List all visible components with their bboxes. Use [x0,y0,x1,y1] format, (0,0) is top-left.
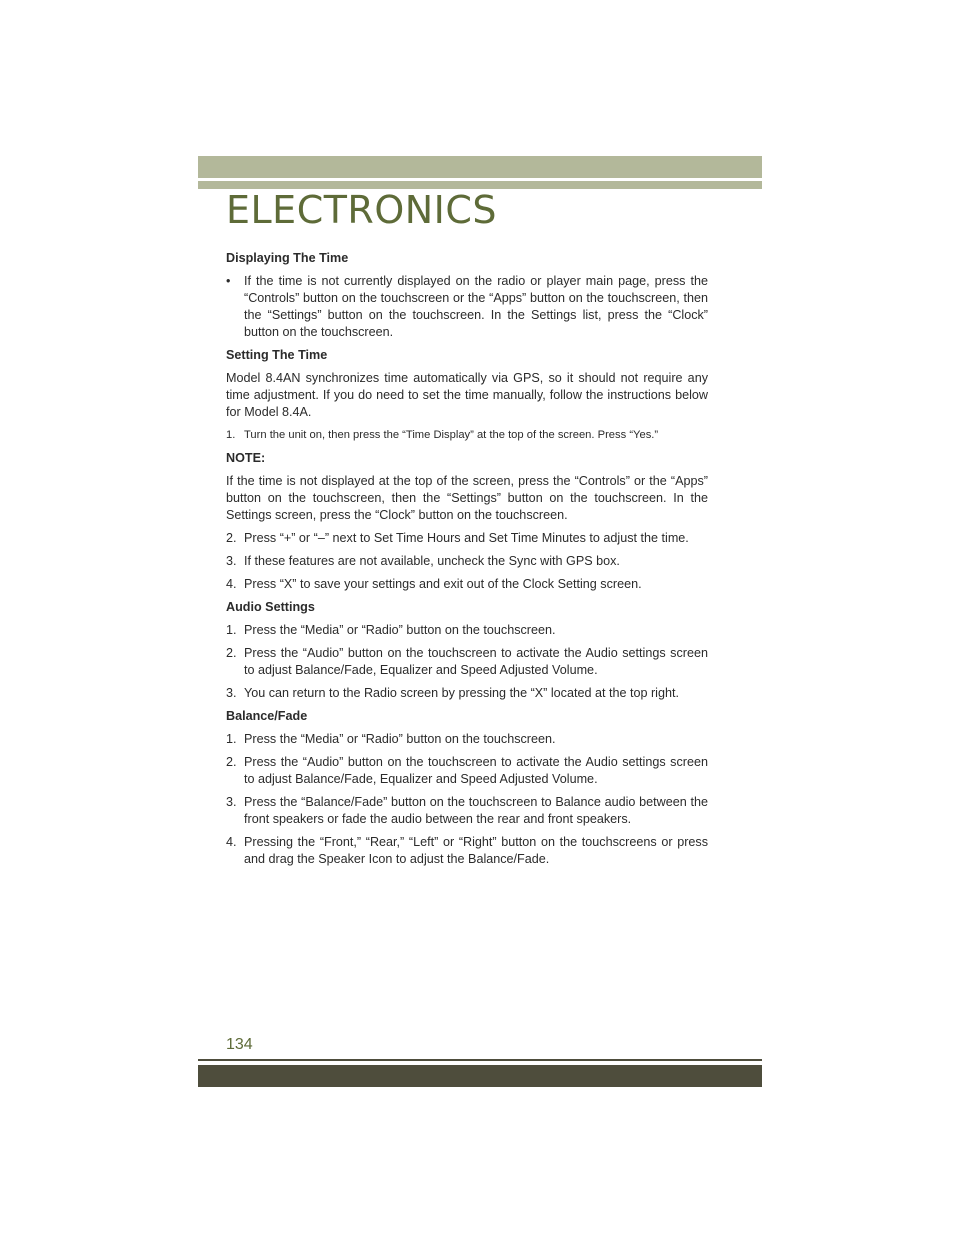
setting-time-step-4 [226,576,708,593]
audio-settings-step-2 [226,645,708,679]
step-text: Press the “Balance/Fade” button on the touchscreen to Balance audio between the front speakers or fade the audio between the rear and front speakers. [244,795,708,826]
section-title: ELECTRONICS [226,188,498,232]
note-text: If the time is not displayed at the top of the screen, press the “Controls” or the “Apps” button on the touchscreen, then the “Settings” button on the touchscreen. In the Settings screen, press the “Clock” button on the touchscreen. [226,474,708,522]
balance-fade-step-1 [226,731,708,748]
step-number: 1. [226,429,236,441]
bullet-text: If the time is not currently displayed on the radio or player main page, press the “Controls” button on the touchscreen or the “Apps” button on the touchscreen, then the “Settings” button on the touchscreen. In the Settings list, press the “Clock” button on the touchscreen. [244,274,708,339]
setting-time-step-1 [226,427,708,444]
balance-fade-step-2 [226,754,708,788]
heading-balance-fade: Balance/Fade [226,709,308,723]
step-text: If these features are not available, uncheck the Sync with GPS box. [244,554,620,568]
setting-time-intro: Model 8.4AN synchronizes time automatically via GPS, so it should not require any time adjustment. If you do need to set the time manually, follow the instructions below for Model 8.4A. [226,371,708,419]
setting-time-step-3 [226,553,708,570]
step-text: Press the “Media” or “Radio” button on the touchscreen. [244,623,556,637]
page-content [226,250,708,874]
step-number: 1. [226,623,237,637]
heading-audio-settings: Audio Settings [226,600,315,614]
heading-displaying-the-time: Displaying The Time [226,251,349,265]
header-bar [198,156,762,178]
footer-bar [198,1065,762,1087]
step-text: You can return to the Radio screen by pressing the “X” located at the top right. [244,686,679,700]
audio-settings-step-1 [226,622,708,639]
step-text: Pressing the “Front,” “Rear,” “Left” or “Right” button on the touchscreens or press and drag the Speaker Icon to adjust the Balance/Fade. [244,835,708,866]
audio-settings-step-3 [226,685,708,702]
note-label: NOTE: [226,451,266,465]
step-number: 1. [226,732,237,746]
balance-fade-step-4 [226,834,708,868]
step-text: Press the “Audio” button on the touchscreen to activate the Audio settings screen to adjust Balance/Fade, Equalizer and Speed Adjusted Volume. [244,755,708,786]
step-number: 3. [226,795,237,809]
page-number: 134 [226,1036,253,1053]
step-text: Turn the unit on, then press the “Time Display” at the top of the screen. Press “Yes.” [244,429,659,441]
step-number: 2. [226,531,237,545]
step-text: Press “+” or “–” next to Set Time Hours and Set Time Minutes to adjust the time. [244,531,689,545]
step-text: Press the “Audio” button on the touchscreen to activate the Audio settings screen to adjust Balance/Fade, Equalizer and Speed Adjusted Volume. [244,646,708,677]
heading-setting-the-time: Setting The Time [226,348,328,362]
setting-time-step-2 [226,530,708,547]
step-number: 2. [226,755,237,769]
bullet-marker: • [226,274,231,288]
bullet-item-displaying-time [226,273,708,341]
step-number: 3. [226,554,237,568]
step-text: Press the “Media” or “Radio” button on the touchscreen. [244,732,556,746]
step-number: 3. [226,686,237,700]
balance-fade-step-3 [226,794,708,828]
step-number: 4. [226,577,237,591]
step-number: 4. [226,835,237,849]
step-text: Press “X” to save your settings and exit out of the Clock Setting screen. [244,577,642,591]
footer-accent-line [198,1059,762,1061]
step-number: 2. [226,646,237,660]
